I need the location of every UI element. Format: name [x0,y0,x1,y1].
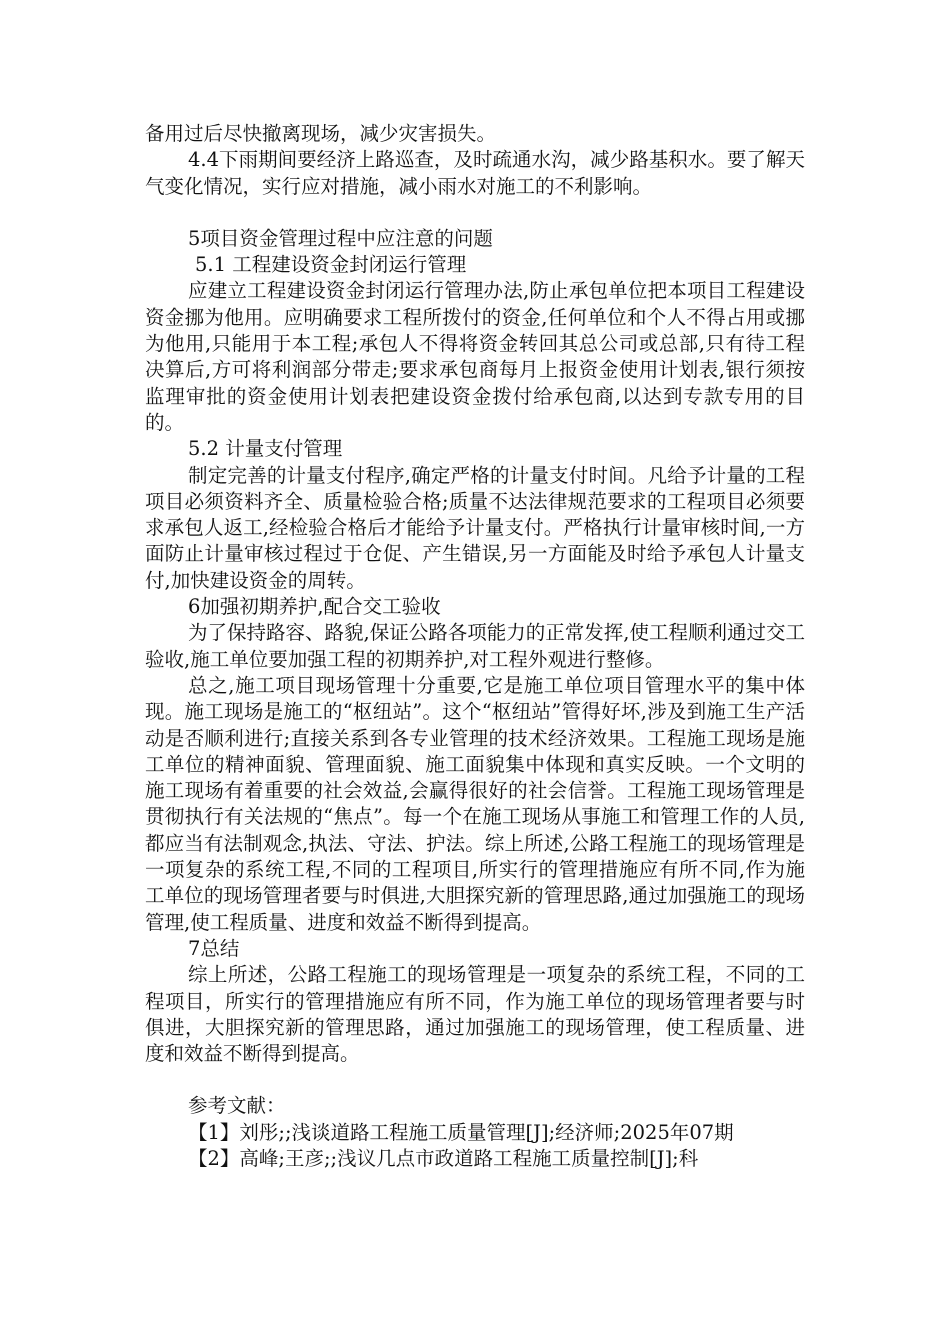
references-heading: 参考文献： [188,1094,286,1118]
heading-section-7: 7总结 [188,936,240,960]
heading-5-1: 5.1 工程建设资金封闭运行管理 [195,253,467,277]
heading-5-2: 5.2 计量支付管理 [188,437,343,461]
paragraph-summary: 总之,施工项目现场管理十分重要,它是施工单位项目管理水平的集中体现。施工现场是施工的“枢纽站”。这个“枢纽站”管得好坏,涉及到施工生产活动是否顺利进行;直接关系到各专业管理的技术经济效果。工程施工现场是施工单位的精神面貌、管理面貌、施工面貌集中体现和真实反映。一个文明的施工现场有着重要的社会效益,会赢得很好的社会信誉。工程施工现场管理是贯彻执行有关法规的“焦点”。每一个在施工现场从事施工和管理工作的人员,都应当有法制观念,执法、守法、护法。综上所述,公路工程施工的现场管理是一项复杂的系统工程,不同的工程项目,所实行的管理措施应有所不同,作为施工单位的现场管理者要与时俱进,大胆探究新的管理思路,通过加强施工的现场管理,使工程质量、进度和效益不断得到提高。 [145,673,805,934]
document-page [145,121,805,1172]
paragraph-continuation: 备用过后尽快撤离现场，减少灾害损失。 [145,122,497,145]
reference-item-1: 【1】刘彤;;浅谈道路工程施工质量管理[J];经济师;2025年07期 [188,1120,734,1144]
heading-section-6: 6加强初期养护,配合交工验收 [188,595,441,619]
paragraph-5-2-body: 制定完善的计量支付程序,确定严格的计量支付时间。凡给予计量的工程项目必须资料齐全、质量检验合格;质量不达法律规范要求的工程项目必须要求承包人返工,经检验合格后才能给予计量支付。严格执行计量审核时间,一方面防止计量审核过程过于仓促、产生错误,另一方面能及时给予承包人计量支付,加快建设资金的周转。 [145,463,805,592]
heading-section-5: 5项目资金管理过程中应注意的问题 [188,226,493,250]
paragraph-4-4: 4.4下雨期间要经济上路巡查，及时疏通水沟，减少路基积水。要了解天气变化情况，实行应对措施，减小雨水对施工的不利影响。 [145,148,805,198]
blank-line [145,1067,805,1093]
paragraph-7-body: 综上所述，公路工程施工的现场管理是一项复杂的系统工程，不同的工程项目，所实行的管理措施应有所不同，作为施工单位的现场管理者要与时俱进，大胆探究新的管理思路，通过加强施工的现场管理，使工程质量、进度和效益不断得到提高。 [145,963,805,1066]
blank-line [145,200,805,226]
paragraph-5-1-body: 应建立工程建设资金封闭运行管理办法,防止承包单位把本项目工程建设资金挪为他用。应明确要求工程所拨付的资金,任何单位和个人不得占用或挪为他用,只能用于本工程;承包人不得将资金转回其总公司或总部,只有待工程决算后,方可将利润部分带走;要求承包商每月上报资金使用计划表,银行须按监理审批的资金使用计划表把建设资金拨付给承包商,以达到专款专用的目的。 [145,279,805,434]
paragraph-6-body: 为了保持路容、路貌,保证公路各项能力的正常发挥,使工程顺利通过交工验收,施工单位要加强工程的初期养护,对工程外观进行整修。 [145,621,805,671]
reference-item-2: 【2】高峰;王彦;;浅议几点市政道路工程施工质量控制[J];科 [188,1146,699,1170]
